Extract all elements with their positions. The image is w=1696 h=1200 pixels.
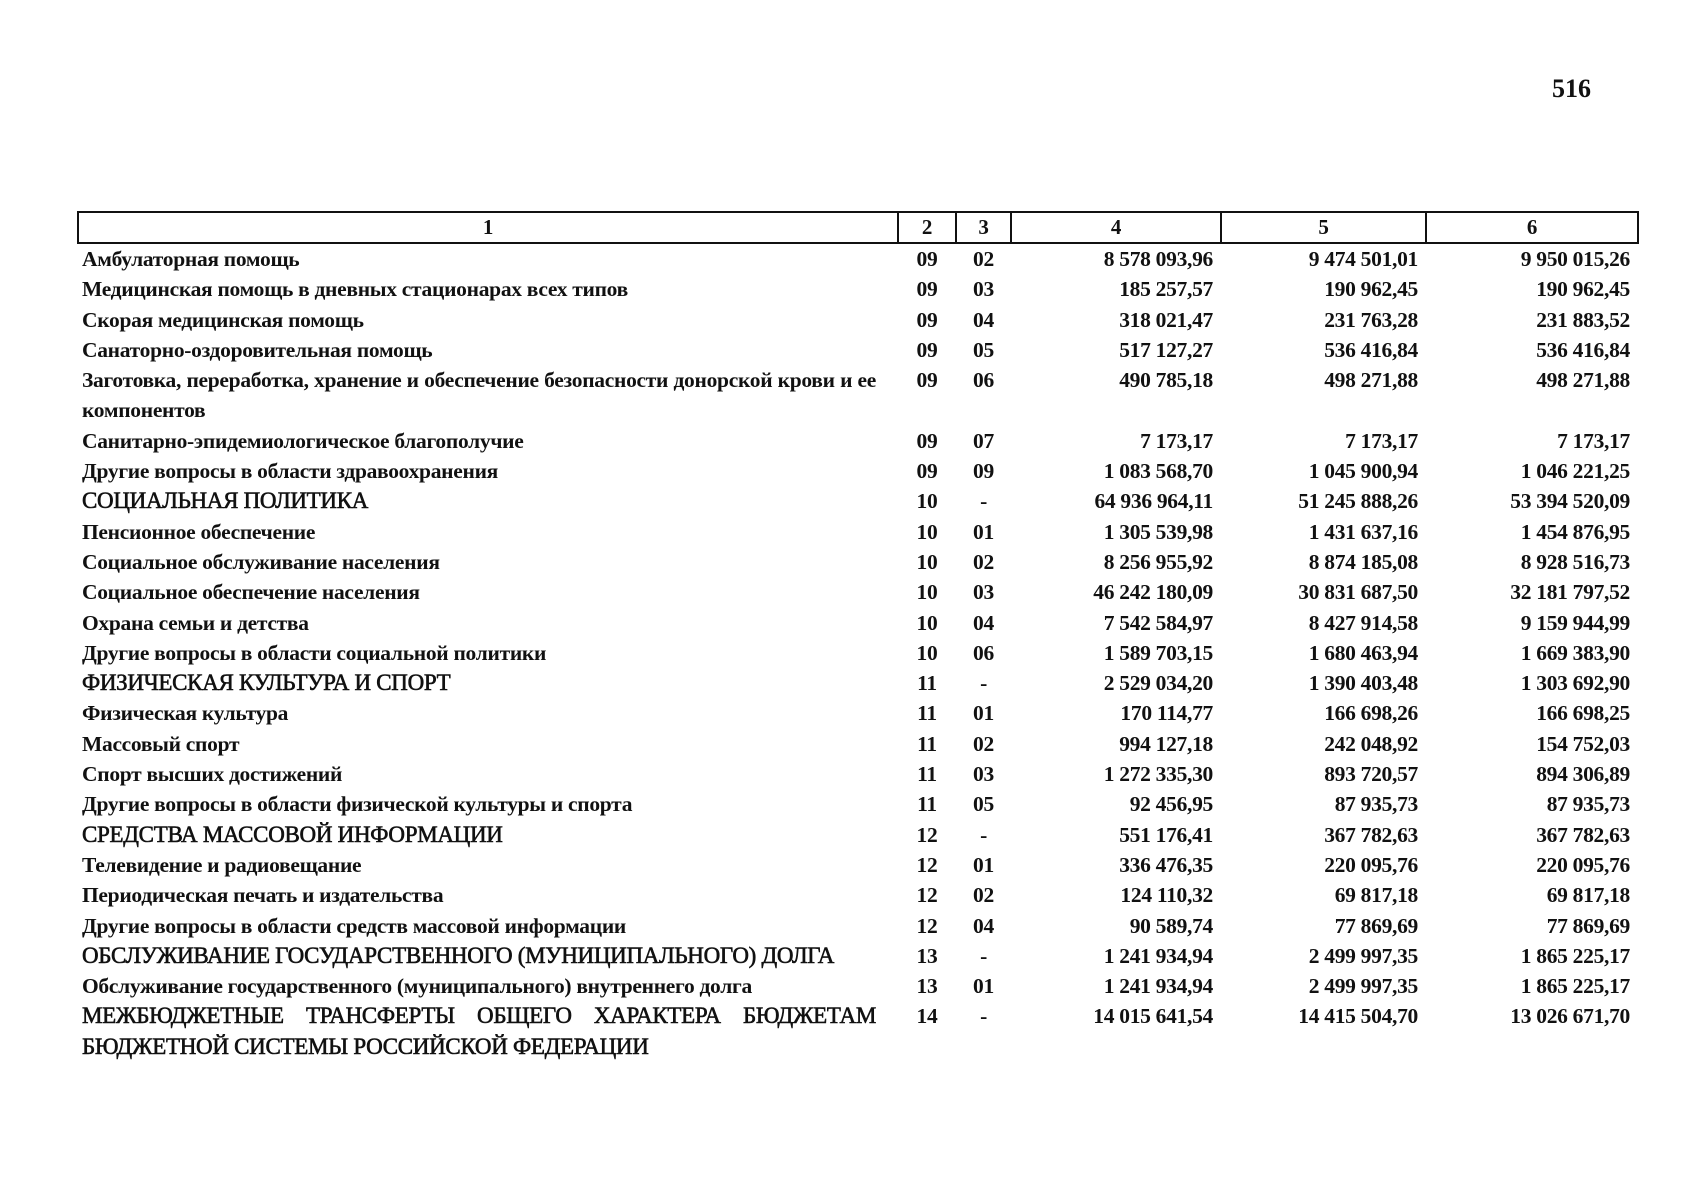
row-section-code: 11 bbox=[917, 701, 937, 726]
section-row bbox=[78, 941, 1638, 971]
row-value-col6: 7 173,17 bbox=[1557, 428, 1630, 453]
row-value-col6: 231 883,52 bbox=[1536, 307, 1630, 332]
row-section-code: 12 bbox=[916, 913, 938, 938]
table-row bbox=[78, 759, 1638, 789]
row-name: СОЦИАЛЬНАЯ ПОЛИТИКА bbox=[82, 488, 369, 514]
row-value-col6: 1 046 221,25 bbox=[1520, 459, 1630, 484]
header-col-6: 6 bbox=[1426, 212, 1638, 243]
row-value-col6: 69 817,18 bbox=[1546, 883, 1630, 908]
row-value-col4: 8 256 955,92 bbox=[1103, 549, 1213, 574]
row-value-col4: 7 542 584,97 bbox=[1103, 610, 1213, 635]
table-row bbox=[78, 729, 1638, 759]
row-value-col6: 53 394 520,09 bbox=[1510, 489, 1630, 514]
row-value-col4: 185 257,57 bbox=[1119, 277, 1213, 302]
row-subsection-code: - bbox=[980, 943, 987, 968]
header-col-5: 5 bbox=[1221, 212, 1426, 243]
row-subsection-code: 06 bbox=[973, 640, 994, 665]
row-subsection-code: 02 bbox=[973, 883, 994, 908]
row-value-col5: 77 869,69 bbox=[1334, 913, 1418, 938]
row-subsection-code: 04 bbox=[973, 913, 994, 938]
row-value-col4: 8 578 093,96 bbox=[1103, 247, 1213, 271]
row-name: Другие вопросы в области здравоохранения bbox=[82, 459, 498, 484]
row-subsection-code: 03 bbox=[973, 277, 994, 302]
row-value-col5: 8 874 185,08 bbox=[1308, 549, 1418, 574]
row-value-col5: 242 048,92 bbox=[1324, 731, 1418, 756]
row-value-col4: 1 241 934,94 bbox=[1103, 943, 1213, 968]
row-value-col5: 893 720,57 bbox=[1324, 762, 1418, 787]
row-subsection-code: 04 bbox=[973, 610, 994, 635]
row-value-col6: 190 962,45 bbox=[1536, 277, 1630, 302]
row-value-col4: 124 110,32 bbox=[1120, 883, 1213, 908]
row-name: Медицинская помощь в дневных стационарах всех типов bbox=[82, 277, 628, 302]
row-value-col5: 8 427 914,58 bbox=[1308, 610, 1418, 635]
table-row bbox=[78, 638, 1638, 668]
row-value-col4: 46 242 180,09 bbox=[1093, 580, 1213, 605]
row-section-code: 11 bbox=[917, 671, 937, 696]
row-subsection-code: - bbox=[980, 1004, 987, 1029]
row-name: ФИЗИЧЕСКАЯ КУЛЬТУРА И СПОРТ bbox=[82, 670, 451, 696]
row-section-code: 09 bbox=[916, 307, 938, 332]
row-section-code: 10 bbox=[916, 549, 938, 574]
row-value-col6: 9 159 944,99 bbox=[1520, 610, 1630, 635]
table-row bbox=[78, 698, 1638, 728]
row-section-code: 09 bbox=[916, 368, 938, 393]
row-section-code: 14 bbox=[916, 1004, 938, 1029]
row-value-col5: 367 782,63 bbox=[1324, 822, 1418, 847]
row-subsection-code: - bbox=[980, 671, 987, 696]
row-section-code: 09 bbox=[916, 337, 938, 362]
row-value-col4: 517 127,27 bbox=[1119, 337, 1213, 362]
row-value-col6: 8 928 516,73 bbox=[1520, 549, 1630, 574]
header-col-4: 4 bbox=[1011, 212, 1221, 243]
row-subsection-code: 03 bbox=[973, 762, 994, 787]
row-section-code: 11 bbox=[917, 792, 937, 817]
row-section-code: 10 bbox=[916, 519, 938, 544]
row-name: Телевидение и радиовещание bbox=[82, 852, 362, 877]
row-value-col5: 87 935,73 bbox=[1334, 792, 1418, 817]
header-col-3: 3 bbox=[956, 212, 1011, 243]
row-subsection-code: - bbox=[980, 489, 987, 514]
table-row bbox=[78, 880, 1638, 910]
row-name: Физическая культура bbox=[82, 701, 289, 726]
row-name: Амбулаторная помощь bbox=[82, 247, 300, 271]
row-name: Массовый спорт bbox=[82, 731, 240, 756]
page-number: 516 bbox=[1552, 74, 1591, 103]
row-value-col4: 92 456,95 bbox=[1129, 792, 1213, 817]
budget-table bbox=[77, 211, 1639, 1062]
table-row bbox=[78, 456, 1638, 486]
row-value-col4: 994 127,18 bbox=[1119, 731, 1213, 756]
row-value-col6: 32 181 797,52 bbox=[1510, 580, 1630, 605]
row-section-code: 09 bbox=[916, 428, 938, 453]
row-value-col5: 166 698,26 bbox=[1324, 701, 1418, 726]
row-value-col6: 367 782,63 bbox=[1536, 822, 1630, 847]
row-name: Периодическая печать и издательства bbox=[82, 883, 444, 908]
row-value-col6: 1 865 225,17 bbox=[1520, 943, 1630, 968]
row-value-col6: 1 303 692,90 bbox=[1520, 671, 1630, 696]
row-name: Спорт высших достижений bbox=[82, 762, 343, 787]
row-value-col6: 894 306,89 bbox=[1536, 762, 1630, 787]
row-subsection-code: 02 bbox=[973, 731, 994, 756]
row-value-col4: 90 589,74 bbox=[1129, 913, 1213, 938]
table-row bbox=[78, 517, 1638, 547]
row-value-col6: 536 416,84 bbox=[1536, 337, 1630, 362]
row-name: Социальное обслуживание населения bbox=[82, 549, 440, 574]
row-value-col5: 498 271,88 bbox=[1324, 368, 1418, 393]
row-value-col6: 154 752,03 bbox=[1536, 731, 1630, 756]
row-section-code: 09 bbox=[916, 247, 938, 271]
table-row bbox=[78, 274, 1638, 304]
row-value-col6: 1 454 876,95 bbox=[1520, 519, 1630, 544]
row-name: Обслуживание государственного (муниципального) внутреннего долга bbox=[82, 974, 752, 999]
row-subsection-code: 05 bbox=[973, 792, 994, 817]
row-value-col5: 536 416,84 bbox=[1324, 337, 1418, 362]
row-value-col5: 1 680 463,94 bbox=[1308, 640, 1418, 665]
row-subsection-code: 01 bbox=[973, 519, 994, 544]
row-value-col4: 14 015 641,54 bbox=[1093, 1004, 1213, 1029]
row-value-col5: 1 431 637,16 bbox=[1308, 519, 1418, 544]
row-name: Охрана семьи и детства bbox=[82, 610, 309, 635]
row-subsection-code: 03 bbox=[973, 580, 994, 605]
section-row bbox=[78, 820, 1638, 850]
row-value-col5: 9 474 501,01 bbox=[1308, 247, 1418, 271]
row-section-code: 10 bbox=[916, 610, 938, 635]
row-value-col4: 2 529 034,20 bbox=[1103, 671, 1213, 696]
row-value-col4: 1 305 539,98 bbox=[1103, 519, 1213, 544]
row-value-col5: 30 831 687,50 bbox=[1298, 580, 1418, 605]
row-value-col4: 490 785,18 bbox=[1119, 368, 1213, 393]
row-value-col5: 14 415 504,70 bbox=[1298, 1004, 1418, 1029]
row-subsection-code: 07 bbox=[973, 428, 994, 453]
table-row bbox=[78, 243, 1638, 274]
row-value-col4: 64 936 964,11 bbox=[1094, 489, 1213, 514]
row-value-col6: 9 950 015,26 bbox=[1520, 247, 1630, 271]
row-section-code: 09 bbox=[916, 459, 938, 484]
row-value-col5: 231 763,28 bbox=[1324, 307, 1418, 332]
row-name: МЕЖБЮДЖЕТНЫЕ ТРАНСФЕРТЫ ОБЩЕГО ХАРАКТЕРА БЮДЖЕТАМ БЮДЖЕТНОЙ СИСТЕМЫ РОССИЙСКОЙ ФЕДЕРАЦИИ bbox=[82, 1003, 876, 1059]
row-value-col4: 336 476,35 bbox=[1119, 852, 1213, 877]
row-section-code: 12 bbox=[916, 822, 938, 847]
section-row bbox=[78, 1001, 1638, 1062]
row-name: Пенсионное обеспечение bbox=[82, 519, 316, 544]
row-value-col4: 318 021,47 bbox=[1119, 307, 1213, 332]
table-row bbox=[78, 335, 1638, 365]
row-subsection-code: 01 bbox=[973, 852, 994, 877]
row-value-col5: 7 173,17 bbox=[1345, 428, 1418, 453]
table-row bbox=[78, 911, 1638, 941]
table-body bbox=[78, 243, 1638, 1062]
row-value-col6: 1 865 225,17 bbox=[1520, 974, 1630, 999]
row-name: Заготовка, переработка, хранение и обеспечение безопасности донорской крови и ее компонентов bbox=[82, 368, 876, 423]
row-value-col5: 1 390 403,48 bbox=[1308, 671, 1418, 696]
row-section-code: 11 bbox=[917, 762, 937, 787]
row-name: Санитарно-эпидемиологическое благополучие bbox=[82, 428, 524, 453]
row-subsection-code: 01 bbox=[973, 701, 994, 726]
header-col-1: 1 bbox=[78, 212, 898, 243]
row-value-col5: 2 499 997,35 bbox=[1308, 943, 1418, 968]
row-subsection-code: 02 bbox=[973, 549, 994, 574]
section-row bbox=[78, 486, 1638, 516]
row-value-col6: 13 026 671,70 bbox=[1510, 1004, 1630, 1029]
row-subsection-code: 06 bbox=[973, 368, 994, 393]
row-section-code: 09 bbox=[916, 277, 938, 302]
row-value-col6: 87 935,73 bbox=[1546, 792, 1630, 817]
row-section-code: 12 bbox=[916, 883, 938, 908]
row-value-col5: 1 045 900,94 bbox=[1308, 459, 1418, 484]
row-subsection-code: 09 bbox=[973, 459, 994, 484]
table-header bbox=[78, 212, 1638, 243]
row-value-col4: 1 083 568,70 bbox=[1103, 459, 1213, 484]
table-row bbox=[78, 547, 1638, 577]
row-value-col6: 1 669 383,90 bbox=[1520, 640, 1630, 665]
section-row bbox=[78, 668, 1638, 698]
row-section-code: 10 bbox=[916, 580, 938, 605]
table-row bbox=[78, 305, 1638, 335]
row-value-col5: 51 245 888,26 bbox=[1298, 489, 1418, 514]
table-row bbox=[78, 365, 1638, 426]
row-subsection-code: 04 bbox=[973, 307, 994, 332]
row-name: ОБСЛУЖИВАНИЕ ГОСУДАРСТВЕННОГО (МУНИЦИПАЛЬНОГО) ДОЛГА bbox=[82, 942, 835, 968]
row-value-col5: 2 499 997,35 bbox=[1308, 974, 1418, 999]
row-value-col6: 77 869,69 bbox=[1546, 913, 1630, 938]
row-section-code: 11 bbox=[917, 731, 937, 756]
row-value-col4: 170 114,77 bbox=[1120, 701, 1213, 726]
row-value-col4: 1 272 335,30 bbox=[1103, 762, 1213, 787]
table-row bbox=[78, 608, 1638, 638]
table-row bbox=[78, 850, 1638, 880]
row-value-col5: 220 095,76 bbox=[1324, 852, 1418, 877]
row-value-col4: 551 176,41 bbox=[1119, 822, 1213, 847]
row-value-col5: 190 962,45 bbox=[1324, 277, 1418, 302]
table-row bbox=[78, 789, 1638, 819]
row-subsection-code: - bbox=[980, 822, 987, 847]
row-name: Санаторно-оздоровительная помощь bbox=[82, 337, 433, 362]
row-value-col4: 7 173,17 bbox=[1140, 428, 1213, 453]
table-row bbox=[78, 971, 1638, 1001]
row-section-code: 13 bbox=[916, 974, 938, 999]
row-name: Скорая медицинская помощь bbox=[82, 307, 364, 332]
row-section-code: 13 bbox=[916, 943, 938, 968]
row-section-code: 10 bbox=[916, 489, 938, 514]
row-name: Другие вопросы в области социальной политики bbox=[82, 640, 547, 665]
row-value-col4: 1 589 703,15 bbox=[1103, 640, 1213, 665]
row-name: СРЕДСТВА МАССОВОЙ ИНФОРМАЦИИ bbox=[82, 821, 503, 847]
row-name: Другие вопросы в области средств массовой информации bbox=[82, 913, 627, 938]
table-row bbox=[78, 577, 1638, 607]
row-value-col4: 1 241 934,94 bbox=[1103, 974, 1213, 999]
row-section-code: 12 bbox=[916, 852, 938, 877]
header-row bbox=[78, 212, 1638, 243]
row-value-col6: 220 095,76 bbox=[1536, 852, 1630, 877]
table-row bbox=[78, 426, 1638, 456]
row-name: Социальное обеспечение населения bbox=[82, 580, 420, 605]
row-subsection-code: 05 bbox=[973, 337, 994, 362]
row-value-col6: 166 698,25 bbox=[1536, 701, 1630, 726]
row-value-col6: 498 271,88 bbox=[1536, 368, 1630, 393]
row-value-col5: 69 817,18 bbox=[1334, 883, 1418, 908]
header-col-2: 2 bbox=[898, 212, 956, 243]
row-section-code: 10 bbox=[916, 640, 938, 665]
row-name: Другие вопросы в области физической культуры и спорта bbox=[82, 792, 633, 817]
row-subsection-code: 01 bbox=[973, 974, 994, 999]
row-subsection-code: 02 bbox=[973, 247, 994, 271]
